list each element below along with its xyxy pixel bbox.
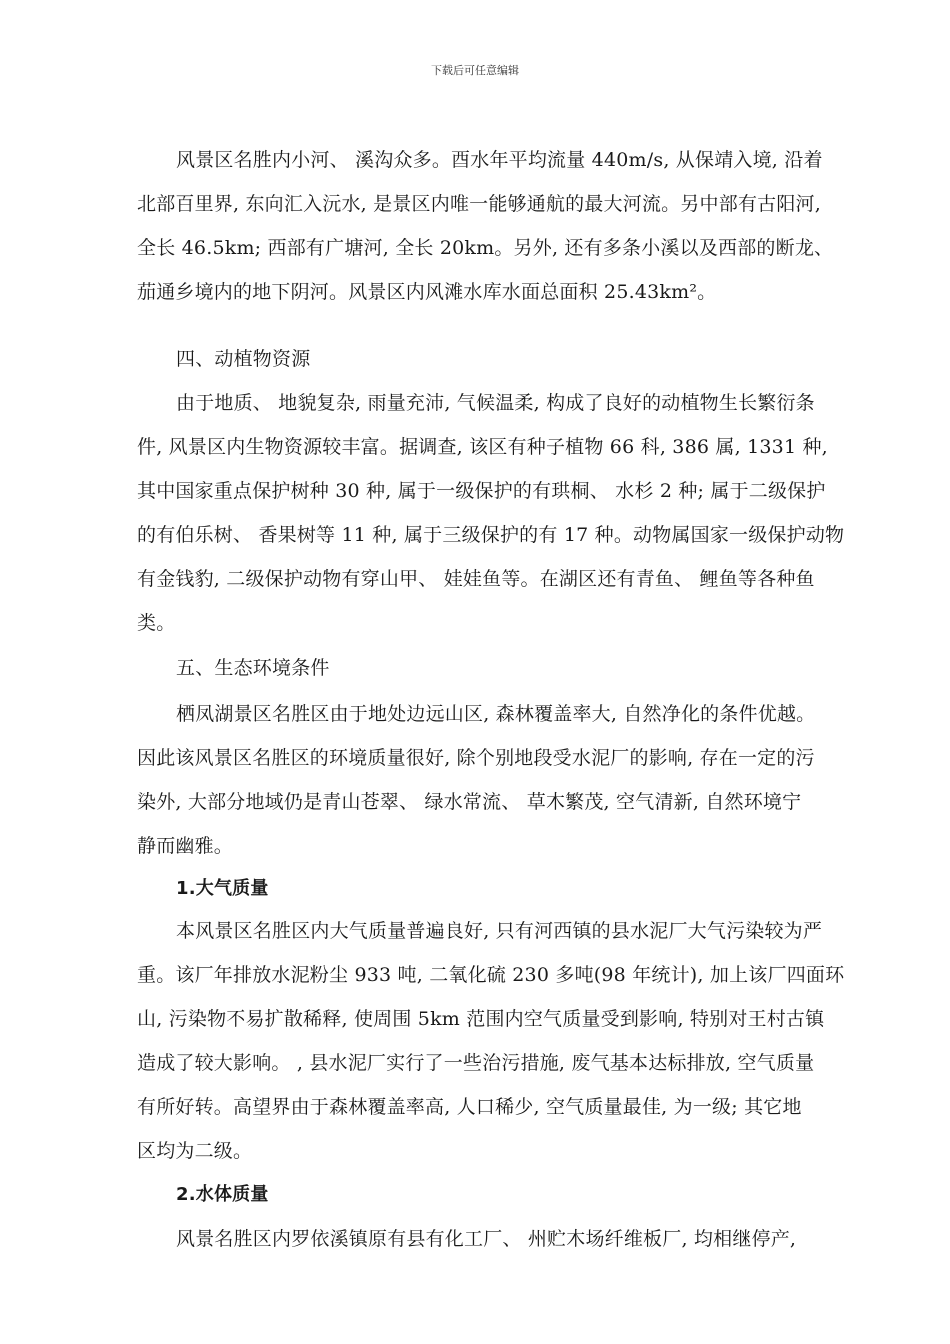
body-text-line: 由于地质、 地貌复杂, 雨量充沛, 气候温柔, 构成了良好的动植物生长繁衍条: [176, 392, 815, 414]
body-text-line: 的有伯乐树、 香果树等 11 种, 属于三级保护的有 17 种。动物属国家一级保护动物: [137, 524, 845, 546]
body-text-line: 全长 46.5km; 西部有广塘河, 全长 20km。另外, 还有多条小溪以及西部的断龙、: [137, 237, 834, 259]
body-text-line: 本风景区名胜区内大气质量普遍良好, 只有河西镇的县水泥厂大气污染较为严: [176, 920, 823, 942]
body-text-line: 类。: [137, 612, 176, 634]
section-heading: 五、生态环境条件: [176, 657, 330, 679]
body-text-line: 重。该厂年排放水泥粉尘 933 吨, 二氧化硫 230 多吨(98 年统计), 加上该厂四面环: [137, 964, 845, 986]
subsection-heading: 2.水体质量: [176, 1184, 269, 1205]
body-text-line: 静而幽雅。: [137, 835, 234, 857]
body-text-line: 风景区名胜内小河、 溪沟众多。酉水年平均流量 440m/s, 从保靖入境, 沿着: [176, 149, 823, 171]
body-text-line: 茄通乡境内的地下阴河。风景区内风滩水库水面总面积 25.43km²。: [137, 281, 717, 303]
section-heading: 四、动植物资源: [176, 348, 311, 370]
body-text-line: 有金钱豹, 二级保护动物有穿山甲、 娃娃鱼等。在湖区还有青鱼、 鲤鱼等各种鱼: [137, 568, 815, 590]
body-text-line: 造成了较大影响。 , 县水泥厂实行了一些治污措施, 废气基本达标排放, 空气质量: [137, 1052, 815, 1074]
body-text-line: 染外, 大部分地域仍是青山苍翠、 绿水常流、 草木繁茂, 空气清新, 自然环境宁: [137, 791, 802, 813]
body-text-line: 风景名胜区内罗依溪镇原有县有化工厂、 州贮木场纤维板厂, 均相继停产,: [176, 1228, 797, 1250]
body-text-line: 有所好转。高望界由于森林覆盖率高, 人口稀少, 空气质量最佳, 为一级; 其它地: [137, 1096, 802, 1118]
body-text-line: 件, 风景区内生物资源较丰富。据调查, 该区有种子植物 66 科, 386 属, 1331 种,: [137, 436, 828, 458]
body-text-line: 因此该风景区名胜区的环境质量很好, 除个别地段受水泥厂的影响, 存在一定的污: [137, 747, 815, 769]
subsection-heading: 1.大气质量: [176, 878, 269, 899]
body-text-line: 区均为二级。: [137, 1140, 253, 1162]
body-text-line: 北部百里界, 东向汇入沅水, 是景区内唯一能够通航的最大河流。另中部有古阳河,: [137, 193, 821, 215]
body-text-line: 山, 污染物不易扩散稀释, 使周围 5km 范围内空气质量受到影响, 特别对王村古镇: [137, 1008, 825, 1030]
body-text-line: 其中国家重点保护树种 30 种, 属于一级保护的有珙桐、 水杉 2 种; 属于二级保护: [137, 480, 826, 502]
body-text-line: 栖凤湖景区名胜区由于地处边远山区, 森林覆盖率大, 自然净化的条件优越。: [176, 703, 816, 725]
page-header: 下载后可任意编辑: [431, 64, 519, 77]
